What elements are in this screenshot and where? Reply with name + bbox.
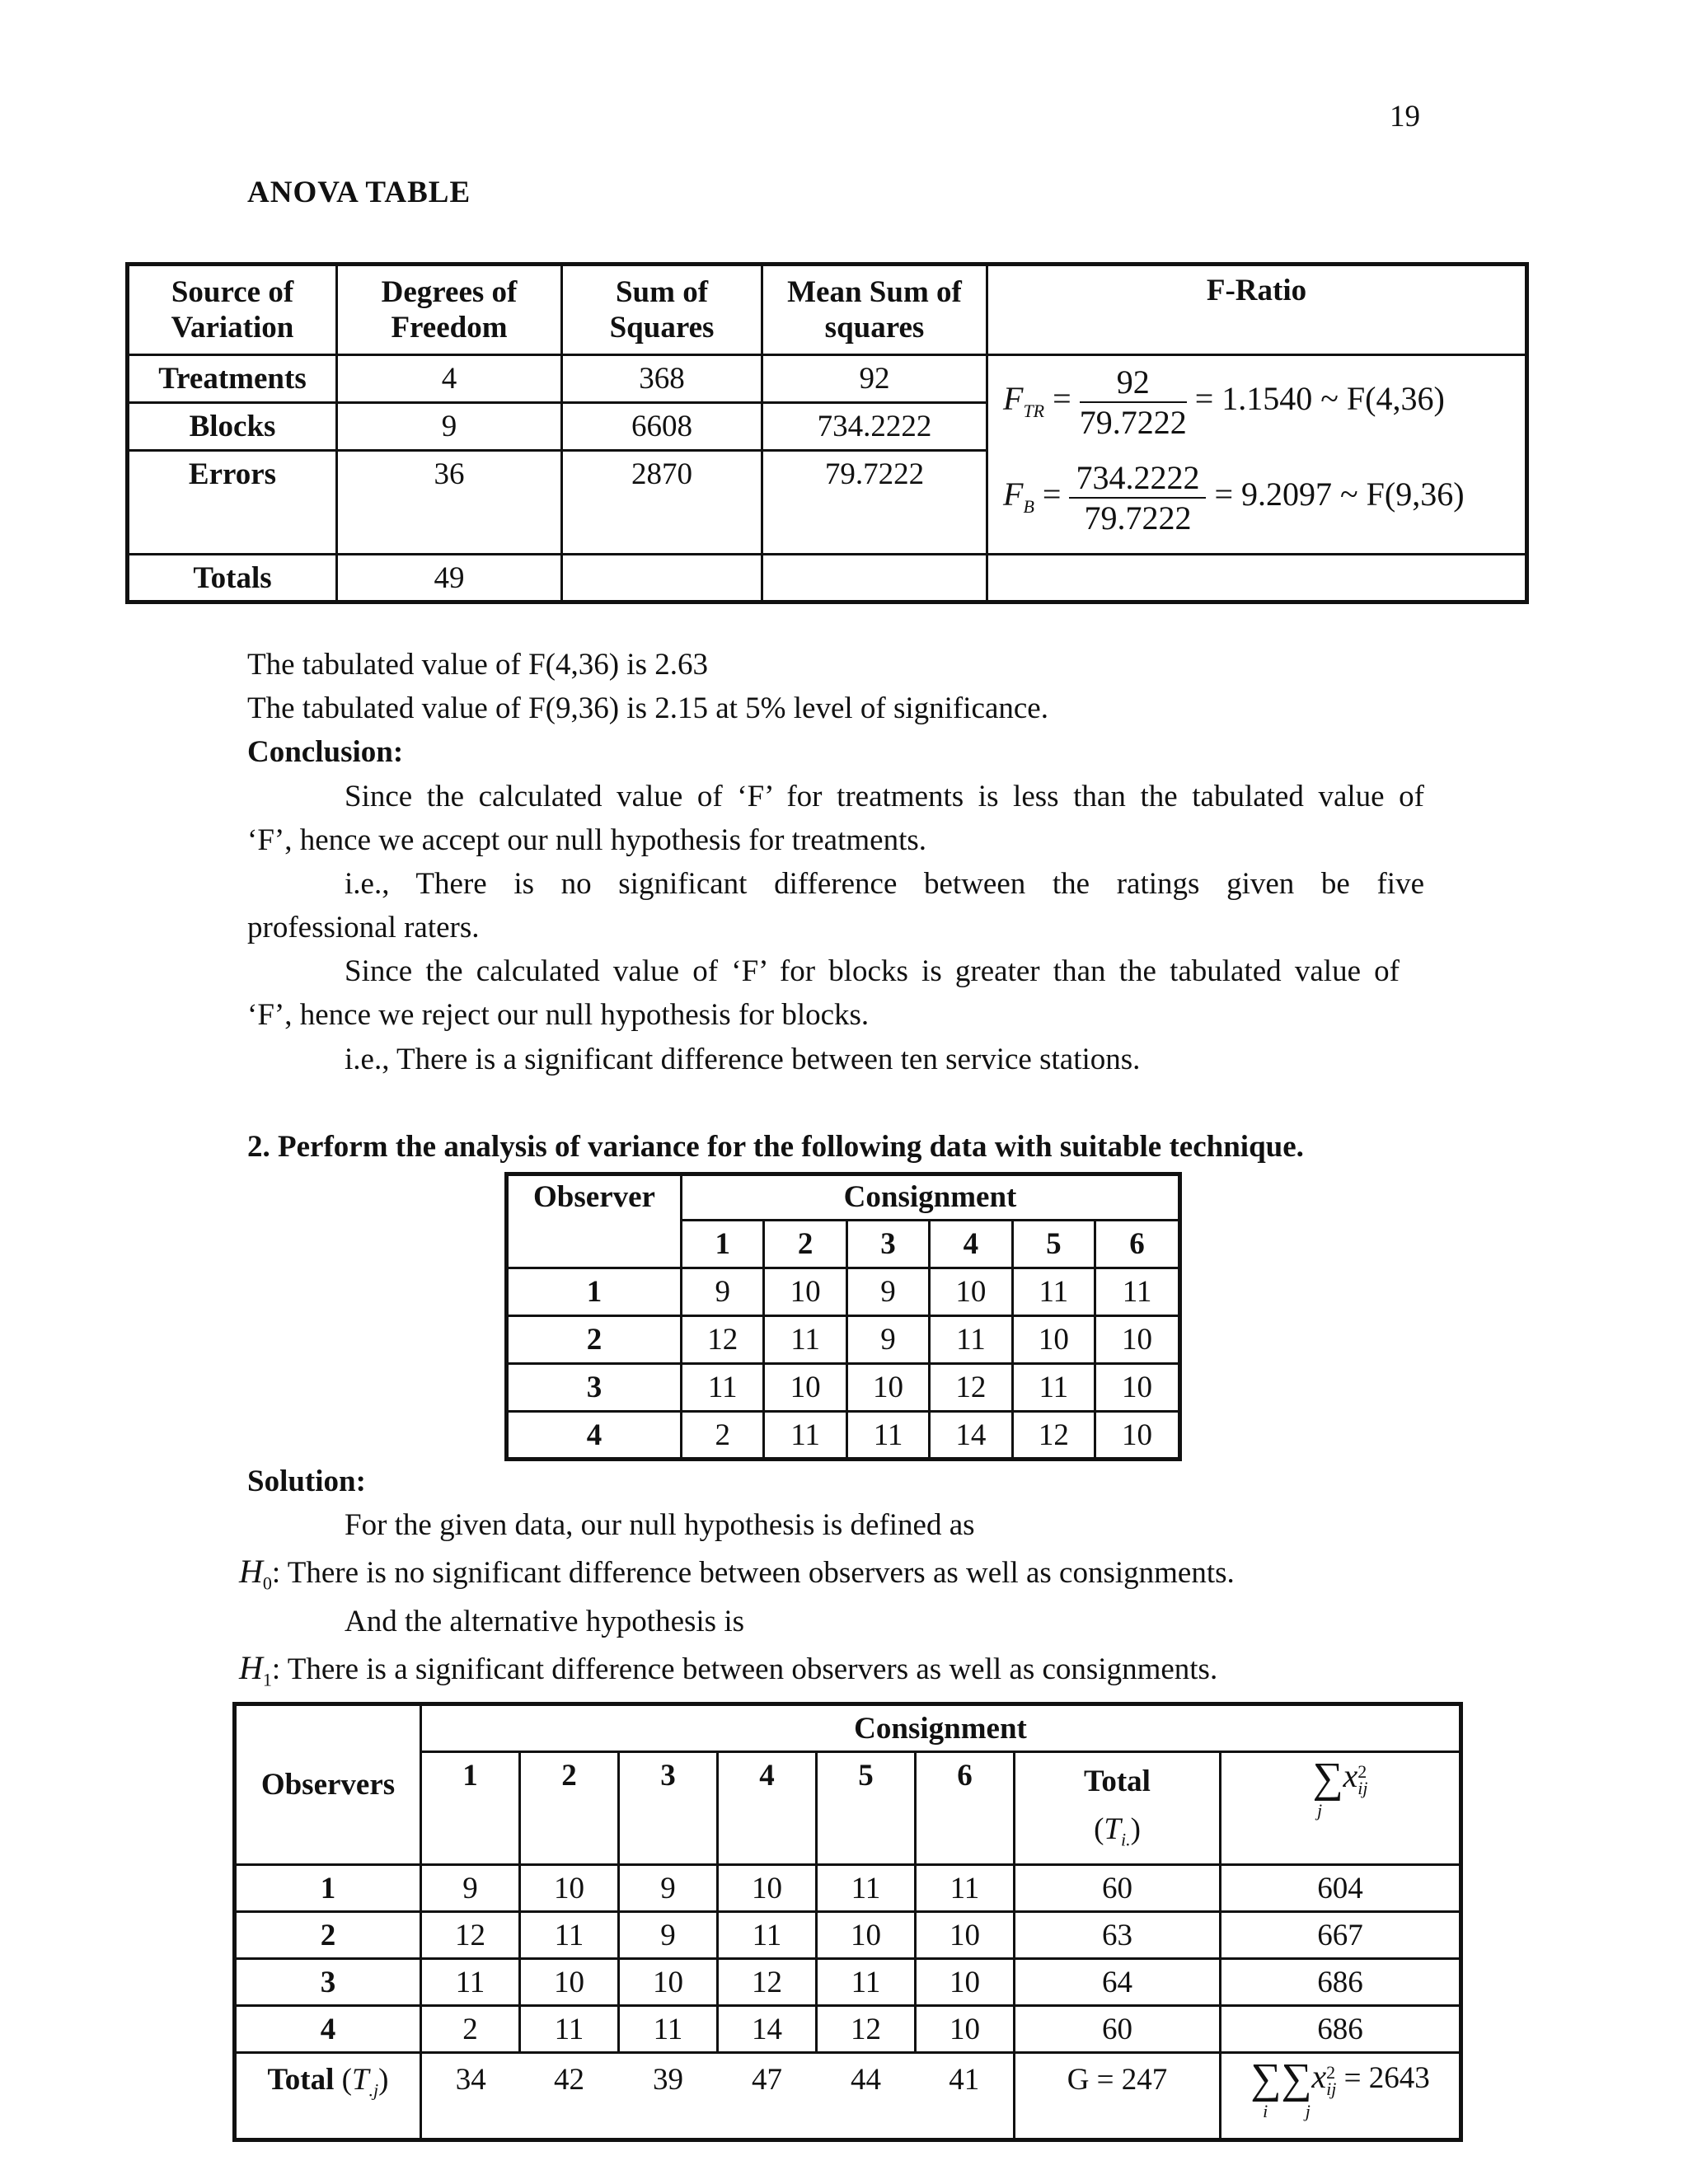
col-header: 5: [1012, 1221, 1095, 1268]
anova-source: Blocks: [128, 403, 337, 451]
anova-header-ms: Mean Sum of squares: [762, 265, 987, 355]
anova-source: Errors: [128, 451, 337, 555]
consignment-header: Consignment: [682, 1174, 1180, 1221]
sigma-icon: ∑: [1250, 2055, 1282, 2103]
page-title: ANOVA TABLE: [247, 176, 471, 209]
grand-sum-squares: ∑∑x 2 ij = 2643 i j: [1221, 2053, 1461, 2140]
table-total-row: Total $(T_{.j})$ 34 42 39 47 44 41 G = 247 ∑∑x 2 ij = 2643 i j: [235, 2053, 1461, 2140]
alternative-hypothesis: $H_1$: There is a significant difference between observers as well as consignments.: [239, 1649, 1218, 1690]
table-row: 1 9 10 9 10 11 11: [507, 1268, 1180, 1316]
observers-header: Observers: [235, 1704, 421, 1865]
total-column-header: Total $(T_{i.})$: [1015, 1752, 1221, 1865]
table-row: 2 12 11 9 11 10 10: [507, 1316, 1180, 1364]
page-number: 19: [1390, 100, 1420, 134]
paragraph: For the given data, our null hypothesis is defined as: [345, 1508, 975, 1542]
anova-table: [125, 262, 1529, 604]
anova-ss: 2870: [562, 451, 762, 555]
paragraph: ‘F’, hence we reject our null hypothesis for blocks.: [247, 998, 870, 1032]
conclusion-heading: Conclusion:: [247, 735, 404, 769]
anova-totals-df: 49: [337, 555, 562, 602]
paragraph: And the alternative hypothesis is: [345, 1605, 745, 1638]
anova-ms: 92: [762, 355, 987, 403]
total-row-label: Total $(T_{.j})$: [235, 2053, 421, 2140]
anova-df: 9: [337, 403, 562, 451]
anova-ss: 6608: [562, 403, 762, 451]
paragraph: Since the calculated value of ‘F’ for treatments is less than the tabulated value of: [345, 780, 1424, 813]
null-hypothesis: $H_0$: There is no significant difference between observers as well as consignments.: [239, 1553, 1235, 1594]
sum-squares-header: ∑x 2 ij j: [1221, 1752, 1461, 1865]
anova-df: 36: [337, 451, 562, 555]
table-row: 3 11 10 10 12 11 10 64 686: [235, 1959, 1461, 2006]
sigma-icon: ∑: [1281, 2055, 1312, 2103]
question-2: 2. Perform the analysis of variance for the following data with suitable technique.: [247, 1130, 1304, 1164]
anova-header-f: F-Ratio: [987, 265, 1527, 355]
table-row: 4 2 11 11 14 12 10: [507, 1412, 1180, 1460]
col-header: 1: [682, 1221, 764, 1268]
table-row: 2 12 11 9 11 10 10 63 667: [235, 1912, 1461, 1959]
paragraph: Since the calculated value of ‘F’ for blocks is greater than the tabulated value of: [345, 954, 1400, 988]
anova-header-source: Source of Variation: [128, 265, 337, 355]
sigma-icon: ∑: [1312, 1755, 1343, 1802]
solution-heading: Solution:: [247, 1465, 366, 1498]
table-row: 4 2 11 11 14 12 10 60 686: [235, 2006, 1461, 2053]
table-row: 1 9 10 9 10 11 11 60 604: [235, 1865, 1461, 1912]
anova-df: 4: [337, 355, 562, 403]
anova-ss: 368: [562, 355, 762, 403]
anova-header-ss: Sum of Squares: [562, 265, 762, 355]
consignment-header: Consignment: [421, 1704, 1461, 1752]
anova-f-ratio-cell: [987, 355, 1527, 555]
paragraph: i.e., There is no significant difference between the ratings given be five: [345, 867, 1424, 901]
anova-ms: 79.7222: [762, 451, 987, 555]
paragraph: ‘F’, hence we accept our null hypothesis for treatments.: [247, 823, 927, 857]
f-b-equation: $F_B$ = $\frac{734.2222}{79.7222}$ = 9.2097 ~ F(9,36): [1003, 459, 1465, 537]
anova-source: Treatments: [128, 355, 337, 403]
paragraph: i.e., There is a significant difference between ten service stations.: [345, 1043, 1141, 1076]
data-table: [504, 1172, 1182, 1461]
col-header: 4: [930, 1221, 1012, 1268]
f-tr-equation: $F_{TR}$ = $\frac{92}{79.7222}$ = 1.1540 ~ F(4,36): [1003, 363, 1445, 441]
solution-table: Observers Consignment 1 2 3 4 5 6 Total $(T_{i.})$ ∑x 2 ij j 1 9 10 9 10 11 11 60 604 2 12 11 9 11 10 10 63 667 3 11 10 10 12 11 10 64 686 4 2 11 11 14 12 10 60 686 Total $(T_{.j})$ 34 42 39 47 44 41 G = 247 ∑∑x 2 ij = 2643 i j: [232, 1702, 1463, 2142]
table-row: 3 11 10 10 12 11 10: [507, 1364, 1180, 1412]
anova-ms: 734.2222: [762, 403, 987, 451]
col-header: 3: [846, 1221, 929, 1268]
col-header: 2: [764, 1221, 846, 1268]
col-header: 6: [1095, 1221, 1180, 1268]
paragraph: professional raters.: [247, 911, 480, 944]
anova-header-df: Degrees of Freedom: [337, 265, 562, 355]
observer-header: Observer: [507, 1174, 682, 1268]
anova-totals-label: Totals: [128, 555, 337, 602]
tabulated-value-2: The tabulated value of F(9,36) is 2.15 at 5% level of significance.: [247, 691, 1048, 725]
tabulated-value-1: The tabulated value of F(4,36) is 2.63: [247, 648, 708, 682]
